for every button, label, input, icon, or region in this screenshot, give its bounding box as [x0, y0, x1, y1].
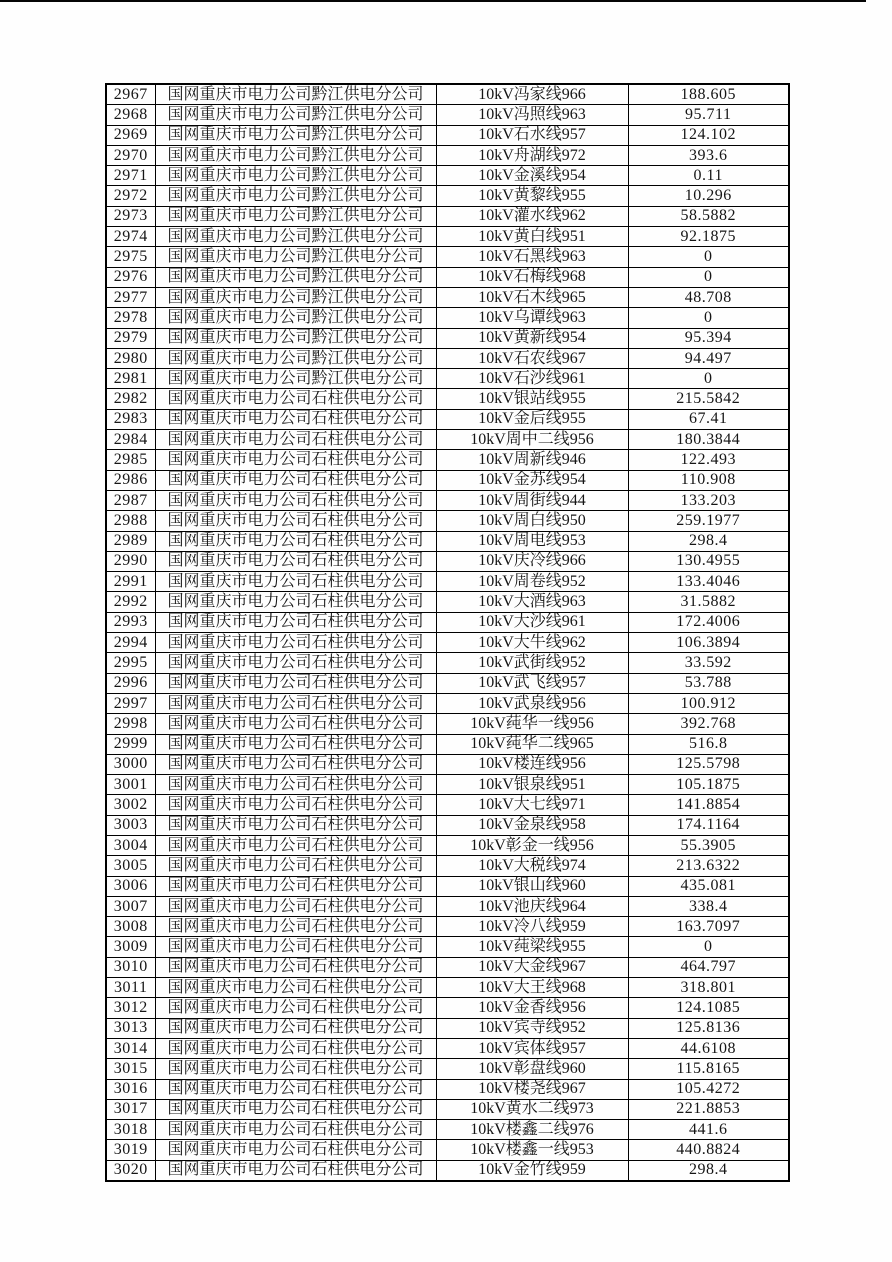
row-number-cell: 2994 — [106, 633, 155, 653]
line-name-cell: 10kV乌谭线963 — [436, 308, 628, 328]
line-value-cell: 298.4 — [628, 531, 789, 551]
table-row — [106, 470, 789, 490]
line-value-cell: 0 — [628, 247, 789, 267]
table-row — [106, 673, 789, 693]
company-name-cell: 国网重庆市电力公司石柱供电分公司 — [155, 1038, 436, 1058]
line-name-cell: 10kV石黑线963 — [436, 247, 628, 267]
line-name-cell: 10kV彰盘线960 — [436, 1059, 628, 1079]
line-name-cell: 10kV莼梁线955 — [436, 937, 628, 957]
company-name-cell: 国网重庆市电力公司石柱供电分公司 — [155, 1140, 436, 1160]
line-value-cell: 440.8824 — [628, 1140, 789, 1160]
row-number-cell: 3017 — [106, 1099, 155, 1119]
company-name-cell: 国网重庆市电力公司石柱供电分公司 — [155, 835, 436, 855]
row-number-cell: 2997 — [106, 693, 155, 713]
table-row — [106, 1099, 789, 1119]
company-name-cell: 国网重庆市电力公司石柱供电分公司 — [155, 937, 436, 957]
company-name-cell: 国网重庆市电力公司石柱供电分公司 — [155, 998, 436, 1018]
line-name-cell: 10kV金竹线959 — [436, 1160, 628, 1181]
company-name-cell: 国网重庆市电力公司黔江供电分公司 — [155, 328, 436, 348]
table-row — [106, 835, 789, 855]
line-value-cell: 0.11 — [628, 166, 789, 186]
company-name-cell: 国网重庆市电力公司石柱供电分公司 — [155, 734, 436, 754]
company-name-cell: 国网重庆市电力公司石柱供电分公司 — [155, 917, 436, 937]
table-row — [106, 896, 789, 916]
table-row — [106, 389, 789, 409]
table-row — [106, 430, 789, 450]
line-name-cell: 10kV莼华二线965 — [436, 734, 628, 754]
row-number-cell: 2983 — [106, 409, 155, 429]
line-name-cell: 10kV黄黎线955 — [436, 186, 628, 206]
row-number-cell: 2993 — [106, 612, 155, 632]
line-value-cell: 44.6108 — [628, 1038, 789, 1058]
line-name-cell: 10kV金泉线958 — [436, 815, 628, 835]
row-number-cell: 2968 — [106, 105, 155, 125]
table-row — [106, 1038, 789, 1058]
line-value-cell: 130.4955 — [628, 551, 789, 571]
table-row — [106, 409, 789, 429]
table-row — [106, 1120, 789, 1140]
line-value-cell: 100.912 — [628, 693, 789, 713]
table-row — [106, 308, 789, 328]
line-name-cell: 10kV大七线971 — [436, 795, 628, 815]
row-number-cell: 2975 — [106, 247, 155, 267]
line-name-cell: 10kV池庆线964 — [436, 896, 628, 916]
line-value-cell: 141.8854 — [628, 795, 789, 815]
line-name-cell: 10kV银泉线951 — [436, 775, 628, 795]
row-number-cell: 3001 — [106, 775, 155, 795]
company-name-cell: 国网重庆市电力公司石柱供电分公司 — [155, 673, 436, 693]
table-row — [106, 978, 789, 998]
line-name-cell: 10kV银山线960 — [436, 876, 628, 896]
row-number-cell: 3013 — [106, 1018, 155, 1038]
company-name-cell: 国网重庆市电力公司黔江供电分公司 — [155, 186, 436, 206]
row-number-cell: 2984 — [106, 430, 155, 450]
company-name-cell: 国网重庆市电力公司黔江供电分公司 — [155, 287, 436, 307]
company-name-cell: 国网重庆市电力公司石柱供电分公司 — [155, 592, 436, 612]
row-number-cell: 3018 — [106, 1120, 155, 1140]
line-value-cell: 92.1875 — [628, 227, 789, 247]
line-name-cell: 10kV周街线944 — [436, 490, 628, 510]
table-row — [106, 1018, 789, 1038]
line-value-cell: 10.296 — [628, 186, 789, 206]
company-name-cell: 国网重庆市电力公司石柱供电分公司 — [155, 470, 436, 490]
table-row — [106, 714, 789, 734]
line-value-cell: 259.1977 — [628, 511, 789, 531]
company-name-cell: 国网重庆市电力公司石柱供电分公司 — [155, 795, 436, 815]
line-name-cell: 10kV武街线952 — [436, 653, 628, 673]
line-value-cell: 122.493 — [628, 450, 789, 470]
line-name-cell: 10kV石木线965 — [436, 287, 628, 307]
line-value-cell: 172.4006 — [628, 612, 789, 632]
line-name-cell: 10kV莼华一线956 — [436, 714, 628, 734]
table-row — [106, 815, 789, 835]
line-name-cell: 10kV周白线950 — [436, 511, 628, 531]
line-value-cell: 55.3905 — [628, 835, 789, 855]
row-number-cell: 3005 — [106, 856, 155, 876]
company-name-cell: 国网重庆市电力公司石柱供电分公司 — [155, 1059, 436, 1079]
company-name-cell: 国网重庆市电力公司石柱供电分公司 — [155, 1018, 436, 1038]
company-name-cell: 国网重庆市电力公司石柱供电分公司 — [155, 612, 436, 632]
line-value-cell: 125.5798 — [628, 754, 789, 774]
table-row — [106, 856, 789, 876]
line-name-cell: 10kV周中二线956 — [436, 430, 628, 450]
row-number-cell: 3000 — [106, 754, 155, 774]
line-value-cell: 298.4 — [628, 1160, 789, 1181]
company-name-cell: 国网重庆市电力公司黔江供电分公司 — [155, 247, 436, 267]
company-name-cell: 国网重庆市电力公司黔江供电分公司 — [155, 267, 436, 287]
row-number-cell: 2987 — [106, 490, 155, 510]
line-name-cell: 10kV楼连线956 — [436, 754, 628, 774]
company-name-cell: 国网重庆市电力公司石柱供电分公司 — [155, 957, 436, 977]
table-row — [106, 227, 789, 247]
line-value-cell: 33.592 — [628, 653, 789, 673]
table-row — [106, 490, 789, 510]
line-value-cell: 215.5842 — [628, 389, 789, 409]
company-name-cell: 国网重庆市电力公司石柱供电分公司 — [155, 430, 436, 450]
table-row — [106, 105, 789, 125]
company-name-cell: 国网重庆市电力公司石柱供电分公司 — [155, 633, 436, 653]
line-value-cell: 124.1085 — [628, 998, 789, 1018]
company-name-cell: 国网重庆市电力公司石柱供电分公司 — [155, 714, 436, 734]
company-name-cell: 国网重庆市电力公司石柱供电分公司 — [155, 693, 436, 713]
row-number-cell: 3020 — [106, 1160, 155, 1181]
table-row — [106, 592, 789, 612]
table-row — [106, 572, 789, 592]
row-number-cell: 2988 — [106, 511, 155, 531]
table-row — [106, 166, 789, 186]
line-name-cell: 10kV银站线955 — [436, 389, 628, 409]
table-row — [106, 450, 789, 470]
line-name-cell: 10kV冯家线966 — [436, 84, 628, 105]
company-name-cell: 国网重庆市电力公司黔江供电分公司 — [155, 145, 436, 165]
company-name-cell: 国网重庆市电力公司石柱供电分公司 — [155, 775, 436, 795]
company-name-cell: 国网重庆市电力公司黔江供电分公司 — [155, 166, 436, 186]
company-name-cell: 国网重庆市电力公司石柱供电分公司 — [155, 856, 436, 876]
row-number-cell: 3016 — [106, 1079, 155, 1099]
line-name-cell: 10kV武泉线956 — [436, 693, 628, 713]
line-name-cell: 10kV黄白线951 — [436, 227, 628, 247]
table-row — [106, 734, 789, 754]
line-value-cell: 318.801 — [628, 978, 789, 998]
row-number-cell: 2970 — [106, 145, 155, 165]
company-name-cell: 国网重庆市电力公司黔江供电分公司 — [155, 308, 436, 328]
row-number-cell: 2973 — [106, 206, 155, 226]
row-number-cell: 2991 — [106, 572, 155, 592]
table-row — [106, 693, 789, 713]
row-number-cell: 3003 — [106, 815, 155, 835]
company-name-cell: 国网重庆市电力公司黔江供电分公司 — [155, 369, 436, 389]
row-number-cell: 3012 — [106, 998, 155, 1018]
row-number-cell: 2979 — [106, 328, 155, 348]
line-name-cell: 10kV大税线974 — [436, 856, 628, 876]
company-name-cell: 国网重庆市电力公司石柱供电分公司 — [155, 896, 436, 916]
line-value-cell: 133.4046 — [628, 572, 789, 592]
line-value-cell: 338.4 — [628, 896, 789, 916]
line-value-cell: 0 — [628, 937, 789, 957]
power-line-table-body — [106, 84, 789, 1181]
line-name-cell: 10kV宾体线957 — [436, 1038, 628, 1058]
company-name-cell: 国网重庆市电力公司石柱供电分公司 — [155, 815, 436, 835]
row-number-cell: 3015 — [106, 1059, 155, 1079]
line-name-cell: 10kV彰金一线956 — [436, 835, 628, 855]
line-value-cell: 124.102 — [628, 125, 789, 145]
row-number-cell: 2982 — [106, 389, 155, 409]
row-number-cell: 2986 — [106, 470, 155, 490]
line-value-cell: 435.081 — [628, 876, 789, 896]
line-name-cell: 10kV黄新线954 — [436, 328, 628, 348]
table-row — [106, 369, 789, 389]
table-row — [106, 287, 789, 307]
line-name-cell: 10kV金溪线954 — [436, 166, 628, 186]
line-value-cell: 106.3894 — [628, 633, 789, 653]
row-number-cell: 3009 — [106, 937, 155, 957]
table-row — [106, 1140, 789, 1160]
row-number-cell: 2992 — [106, 592, 155, 612]
company-name-cell: 国网重庆市电力公司石柱供电分公司 — [155, 551, 436, 571]
line-value-cell: 31.5882 — [628, 592, 789, 612]
line-value-cell: 0 — [628, 369, 789, 389]
line-name-cell: 10kV金香线956 — [436, 998, 628, 1018]
line-value-cell: 393.6 — [628, 145, 789, 165]
row-number-cell: 2996 — [106, 673, 155, 693]
line-value-cell: 67.41 — [628, 409, 789, 429]
line-name-cell: 10kV石沙线961 — [436, 369, 628, 389]
table-row — [106, 267, 789, 287]
row-number-cell: 2971 — [106, 166, 155, 186]
line-name-cell: 10kV大牛线962 — [436, 633, 628, 653]
scan-artifact-line — [0, 0, 866, 2]
table-row — [106, 754, 789, 774]
line-value-cell: 0 — [628, 267, 789, 287]
line-value-cell: 174.1164 — [628, 815, 789, 835]
row-number-cell: 2999 — [106, 734, 155, 754]
table-row — [106, 1059, 789, 1079]
table-row — [106, 917, 789, 937]
line-value-cell: 58.5882 — [628, 206, 789, 226]
company-name-cell: 国网重庆市电力公司石柱供电分公司 — [155, 511, 436, 531]
company-name-cell: 国网重庆市电力公司黔江供电分公司 — [155, 227, 436, 247]
line-name-cell: 10kV周新线946 — [436, 450, 628, 470]
line-value-cell: 221.8853 — [628, 1099, 789, 1119]
company-name-cell: 国网重庆市电力公司黔江供电分公司 — [155, 206, 436, 226]
line-value-cell: 392.768 — [628, 714, 789, 734]
table-row — [106, 612, 789, 632]
company-name-cell: 国网重庆市电力公司黔江供电分公司 — [155, 125, 436, 145]
line-value-cell: 95.711 — [628, 105, 789, 125]
row-number-cell: 2998 — [106, 714, 155, 734]
company-name-cell: 国网重庆市电力公司石柱供电分公司 — [155, 1099, 436, 1119]
line-value-cell: 105.4272 — [628, 1079, 789, 1099]
row-number-cell: 3007 — [106, 896, 155, 916]
line-value-cell: 105.1875 — [628, 775, 789, 795]
company-name-cell: 国网重庆市电力公司黔江供电分公司 — [155, 84, 436, 105]
table-row — [106, 957, 789, 977]
company-name-cell: 国网重庆市电力公司石柱供电分公司 — [155, 450, 436, 470]
company-name-cell: 国网重庆市电力公司石柱供电分公司 — [155, 409, 436, 429]
row-number-cell: 2989 — [106, 531, 155, 551]
table-row — [106, 551, 789, 571]
line-value-cell: 48.708 — [628, 287, 789, 307]
table-row — [106, 186, 789, 206]
company-name-cell: 国网重庆市电力公司黔江供电分公司 — [155, 105, 436, 125]
line-name-cell: 10kV冷八线959 — [436, 917, 628, 937]
line-name-cell: 10kV庆冷线966 — [436, 551, 628, 571]
line-name-cell: 10kV金后线955 — [436, 409, 628, 429]
row-number-cell: 2972 — [106, 186, 155, 206]
company-name-cell: 国网重庆市电力公司石柱供电分公司 — [155, 876, 436, 896]
row-number-cell: 2990 — [106, 551, 155, 571]
line-name-cell: 10kV大金线967 — [436, 957, 628, 977]
line-value-cell: 188.605 — [628, 84, 789, 105]
line-name-cell: 10kV楼尧线967 — [436, 1079, 628, 1099]
line-value-cell: 133.203 — [628, 490, 789, 510]
power-line-table — [105, 83, 790, 1182]
row-number-cell: 2976 — [106, 267, 155, 287]
table-row — [106, 633, 789, 653]
row-number-cell: 2974 — [106, 227, 155, 247]
line-value-cell: 213.6322 — [628, 856, 789, 876]
line-name-cell: 10kV石梅线968 — [436, 267, 628, 287]
line-name-cell: 10kV大沙线961 — [436, 612, 628, 632]
line-value-cell: 516.8 — [628, 734, 789, 754]
row-number-cell: 2969 — [106, 125, 155, 145]
row-number-cell: 3014 — [106, 1038, 155, 1058]
line-value-cell: 0 — [628, 308, 789, 328]
table-row — [106, 206, 789, 226]
table-row — [106, 125, 789, 145]
row-number-cell: 3008 — [106, 917, 155, 937]
line-name-cell: 10kV周卷线952 — [436, 572, 628, 592]
line-name-cell: 10kV冯照线963 — [436, 105, 628, 125]
line-name-cell: 10kV灌水线962 — [436, 206, 628, 226]
row-number-cell: 3010 — [106, 957, 155, 977]
line-value-cell: 441.6 — [628, 1120, 789, 1140]
line-value-cell: 180.3844 — [628, 430, 789, 450]
table-row — [106, 511, 789, 531]
line-name-cell: 10kV黄水二线973 — [436, 1099, 628, 1119]
company-name-cell: 国网重庆市电力公司石柱供电分公司 — [155, 531, 436, 551]
line-value-cell: 163.7097 — [628, 917, 789, 937]
row-number-cell: 3002 — [106, 795, 155, 815]
line-name-cell: 10kV周电线953 — [436, 531, 628, 551]
company-name-cell: 国网重庆市电力公司石柱供电分公司 — [155, 1120, 436, 1140]
table-row — [106, 1079, 789, 1099]
table-row — [106, 145, 789, 165]
line-name-cell: 10kV宾寺线952 — [436, 1018, 628, 1038]
table-row — [106, 998, 789, 1018]
row-number-cell: 2967 — [106, 84, 155, 105]
company-name-cell: 国网重庆市电力公司石柱供电分公司 — [155, 978, 436, 998]
row-number-cell: 2985 — [106, 450, 155, 470]
row-number-cell: 2978 — [106, 308, 155, 328]
table-row — [106, 775, 789, 795]
company-name-cell: 国网重庆市电力公司石柱供电分公司 — [155, 490, 436, 510]
row-number-cell: 2977 — [106, 287, 155, 307]
company-name-cell: 国网重庆市电力公司石柱供电分公司 — [155, 389, 436, 409]
line-value-cell: 115.8165 — [628, 1059, 789, 1079]
company-name-cell: 国网重庆市电力公司石柱供电分公司 — [155, 572, 436, 592]
row-number-cell: 2981 — [106, 369, 155, 389]
line-name-cell: 10kV楼鑫一线953 — [436, 1140, 628, 1160]
table-row — [106, 247, 789, 267]
row-number-cell: 3019 — [106, 1140, 155, 1160]
line-name-cell: 10kV石水线957 — [436, 125, 628, 145]
row-number-cell: 3004 — [106, 835, 155, 855]
company-name-cell: 国网重庆市电力公司黔江供电分公司 — [155, 348, 436, 368]
line-name-cell: 10kV武飞线957 — [436, 673, 628, 693]
line-name-cell: 10kV楼鑫二线976 — [436, 1120, 628, 1140]
row-number-cell: 3006 — [106, 876, 155, 896]
company-name-cell: 国网重庆市电力公司石柱供电分公司 — [155, 653, 436, 673]
line-value-cell: 125.8136 — [628, 1018, 789, 1038]
row-number-cell: 3011 — [106, 978, 155, 998]
line-value-cell: 464.797 — [628, 957, 789, 977]
table-row — [106, 531, 789, 551]
table-row — [106, 348, 789, 368]
row-number-cell: 2980 — [106, 348, 155, 368]
line-name-cell: 10kV大王线968 — [436, 978, 628, 998]
table-row — [106, 653, 789, 673]
line-value-cell: 53.788 — [628, 673, 789, 693]
company-name-cell: 国网重庆市电力公司石柱供电分公司 — [155, 1160, 436, 1181]
line-name-cell: 10kV舟湖线972 — [436, 145, 628, 165]
table-row — [106, 1160, 789, 1181]
table-row — [106, 84, 789, 105]
row-number-cell: 2995 — [106, 653, 155, 673]
line-name-cell: 10kV大酒线963 — [436, 592, 628, 612]
table-row — [106, 876, 789, 896]
line-value-cell: 94.497 — [628, 348, 789, 368]
line-name-cell: 10kV金苏线954 — [436, 470, 628, 490]
table-row — [106, 328, 789, 348]
company-name-cell: 国网重庆市电力公司石柱供电分公司 — [155, 1079, 436, 1099]
company-name-cell: 国网重庆市电力公司石柱供电分公司 — [155, 754, 436, 774]
line-value-cell: 110.908 — [628, 470, 789, 490]
table-row — [106, 937, 789, 957]
table-row — [106, 795, 789, 815]
line-name-cell: 10kV石农线967 — [436, 348, 628, 368]
line-value-cell: 95.394 — [628, 328, 789, 348]
